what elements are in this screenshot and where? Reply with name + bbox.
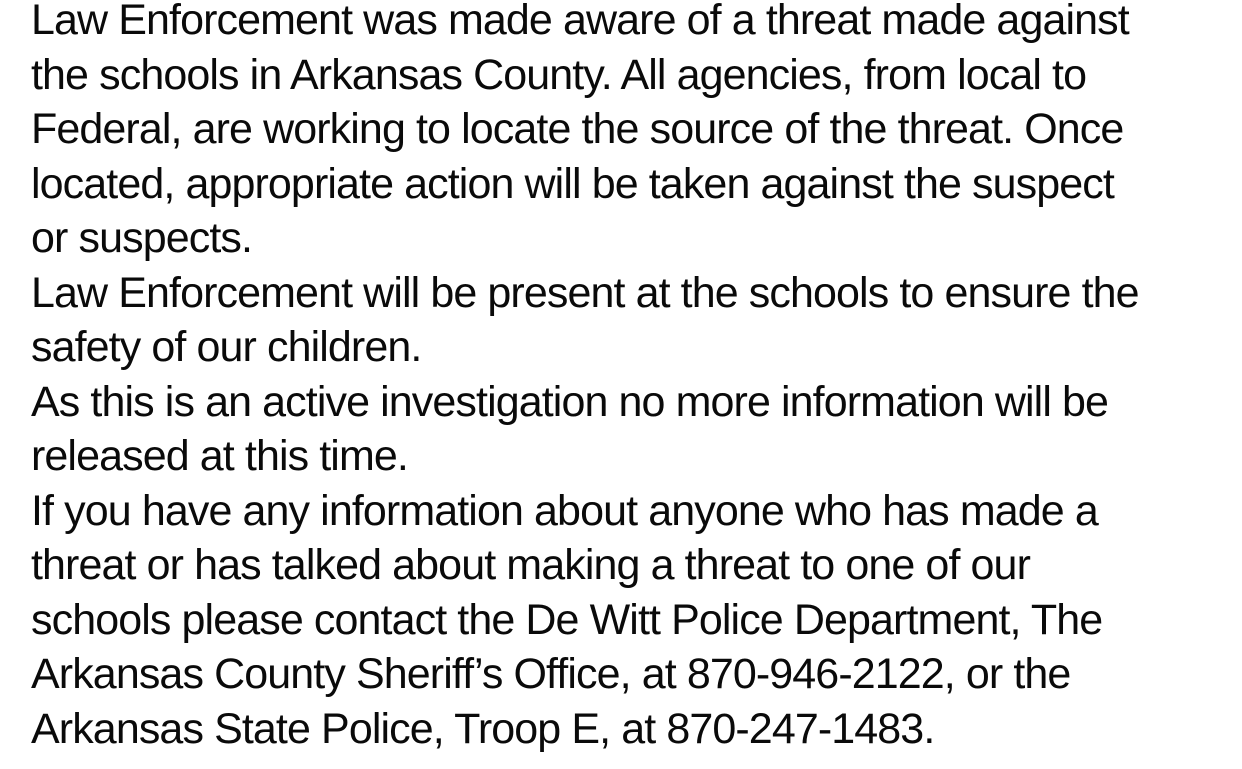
text-line: Federal, are working to locate the source of the threat. Once xyxy=(31,105,1124,153)
text-line: Law Enforcement will be present at the schools to ensure the xyxy=(31,268,1139,317)
text-line: If you have any information about anyone who has made a xyxy=(31,486,1098,535)
text-line: Arkansas County Sheriff’s Office, at 870-946-2122, or the xyxy=(31,650,1071,698)
text-line: the schools in Arkansas County. All agencies, from local to xyxy=(31,50,1087,99)
text-line: schools please contact the De Witt Police Department, The xyxy=(31,595,1103,644)
text-line: threat or has talked about making a threat to one of our xyxy=(31,541,1030,589)
text-line: or suspects. xyxy=(31,214,253,262)
text-line: Law Enforcement was made aware of a threat made against xyxy=(31,0,1129,44)
text-line: Arkansas State Police, Troop E, at 870-247-1483. xyxy=(31,704,935,753)
text-line: released at this time. xyxy=(31,432,408,480)
text-line: As this is an active investigation no more information will be xyxy=(31,377,1109,426)
text-line: safety of our children. xyxy=(31,323,422,371)
text-line: located, appropriate action will be taken against the suspect xyxy=(31,159,1114,208)
